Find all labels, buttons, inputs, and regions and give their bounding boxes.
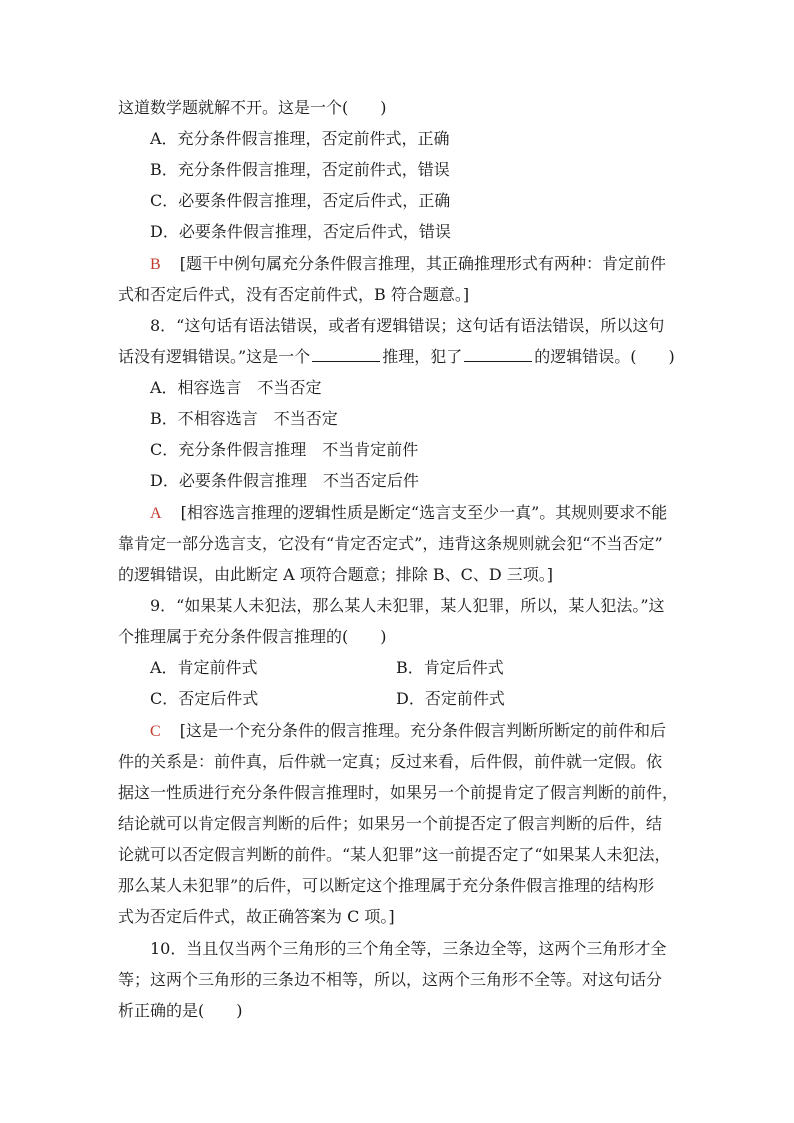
q7-explanation-text: [题干中例句属充分条件假言推理，其正确推理形式有两种：肯定前件 [179,254,667,273]
q8-option-a: A．相容选言 不当否定 [150,378,322,397]
q7-option-c: C．必要条件假言推理，否定后件式，正确 [150,191,451,210]
q9-option-c: C．否定后件式 [150,689,259,708]
question-9-stem-cont: 个推理属于充分条件假言推理的( ) [118,627,387,646]
question-10-stem-cont-2: 析正确的是( ) [118,1001,243,1020]
q9-option-b: B．肯定后件式 [396,658,504,677]
q7-option-b: B．充分条件假言推理，否定前件式，错误 [150,160,450,179]
q8-text-part3: 的逻辑错误。( ) [534,347,675,366]
q9-explanation-line [150,720,666,743]
q7-explanation-cont: 式和否定后件式，没有否定前件式，B 符合题意。] [118,285,470,304]
q8-text-part1: 话没有逻辑错误。”这是一个 [118,347,311,366]
question-10-stem-cont-1: 等；这两个三角形的三条边不相等，所以，这两个三角形不全等。对这句话分 [118,970,663,989]
q9-explanation-cont-4: 论就可以否定假言判断的前件。“某人犯罪”这一前提否定了“如果某人未犯法， [118,845,671,864]
q8-explanation-cont-2: 的逻辑错误，由此断定 A 项符合题意；排除 B、C、D 三项。] [118,565,553,584]
question-7-stem-end: 这道数学题就解不开。这是一个( ) [118,98,387,117]
q8-explanation-text: [相容选言推理的逻辑性质是断定“选言支至少一真”。其规则要求不能 [180,503,668,522]
q7-answer-letter: B [150,256,161,273]
q9-explanation-cont-6: 式为否定后件式，故正确答案为 C 项。] [118,907,395,926]
question-8-stem: 8．“这句话有语法错误，或者有逻辑错误；这句话有语法错误，所以这句 [150,316,665,335]
q9-answer-letter: C [150,723,161,740]
q8-blank-2 [464,347,532,362]
q9-explanation-cont-1: 件的关系是：前件真，后件就一定真；反过来看，后件假，前件就一定假。依 [118,752,663,771]
q7-option-a: A．充分条件假言推理，否定前件式，正确 [150,129,450,148]
q8-option-d: D．必要条件假言推理 不当否定后件 [150,471,419,490]
q8-explanation-line [150,502,667,525]
q9-explanation-cont-5: 那么某人未犯罪”的后件，可以断定这个推理属于充分条件假言推理的结构形 [118,876,655,895]
q8-blank-1 [312,347,380,362]
q7-option-d: D．必要条件假言推理，否定后件式，错误 [150,222,451,241]
q8-answer-letter: A [150,505,162,522]
q7-explanation-line [150,253,666,276]
q9-explanation-cont-2: 据这一性质进行充分条件假言推理时，如果另一个前提肯定了假言判断的前件， [118,783,679,802]
q9-explanation-text: [这是一个充分条件的假言推理。充分条件假言判断所断定的前件和后 [179,721,667,740]
q9-explanation-cont-3: 结论就可以肯定假言判断的后件；如果另一个前提否定了假言判断的后件，结 [118,814,663,833]
q9-option-d: D．否定前件式 [396,689,505,708]
question-9-stem: 9．“如果某人未犯法，那么某人未犯罪，某人犯罪，所以，某人犯法。”这 [150,596,665,615]
q8-explanation-cont-1: 靠肯定一部分选言支，它没有“肯定否定式”，违背这条规则就会犯“不当否定” [118,534,663,553]
question-10-stem: 10．当且仅当两个三角形的三个角全等，三条边全等，这两个三角形才全 [150,939,667,958]
q9-option-a: A．肯定前件式 [150,658,258,677]
q8-option-b: B．不相容选言 不当否定 [150,409,338,428]
q8-text-part2: 推理，犯了 [382,347,463,366]
question-8-stem-cont [118,346,675,368]
q8-option-c: C．充分条件假言推理 不当肯定前件 [150,440,419,459]
